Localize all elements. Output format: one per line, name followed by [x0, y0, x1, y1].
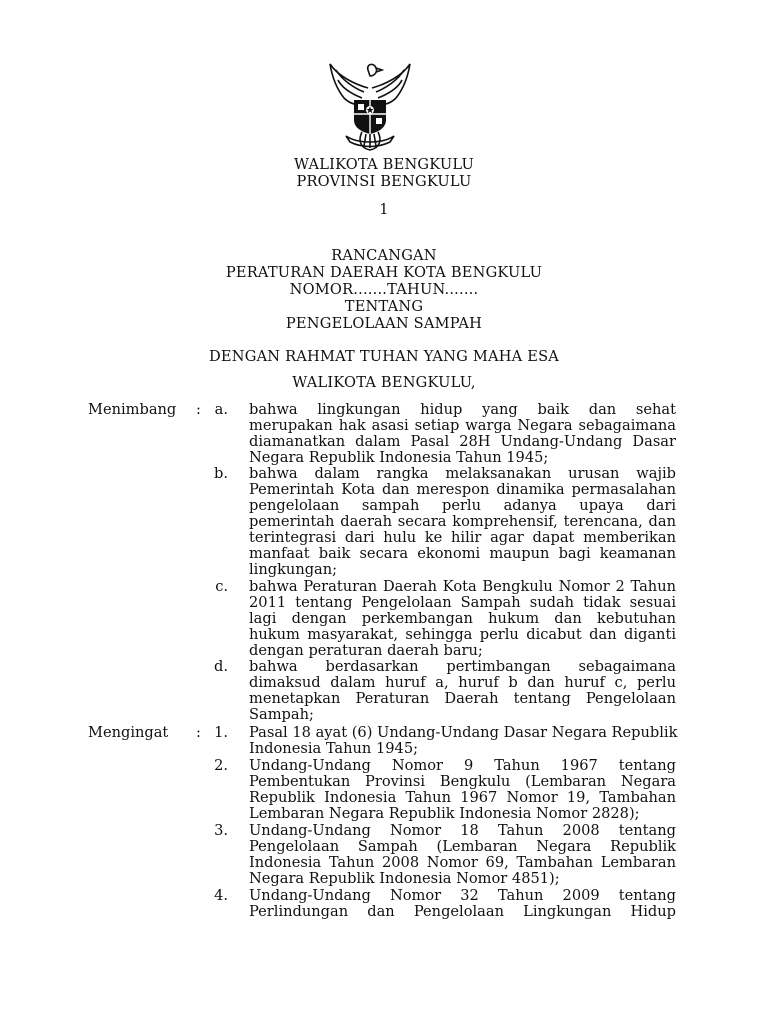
text-line: menetapkan Peraturan Daerah tentang Pengelolaan: [249, 690, 676, 707]
mengingat-item-4: [249, 888, 676, 920]
text-line: Pembentukan Provinsi Bengkulu (Lembaran Negara: [249, 773, 676, 790]
text-line: manfaat baik secara ekonomi maupun bagi keamanan: [249, 545, 676, 562]
text-line: 2011 tentang Pengelolaan Sampah sudah tidak sesuai: [249, 594, 676, 611]
mengingat-marker-2: 2.: [214, 757, 228, 774]
menimbang-item-b: [249, 466, 676, 578]
text-line: Negara Republik Indonesia Nomor 4851);: [249, 870, 560, 887]
text-line: dimaksud dalam huruf a, huruf b dan huruf c, perlu: [249, 674, 676, 691]
menimbang-marker-d: d.: [214, 658, 228, 675]
blessing-text: DENGAN RAHMAT TUHAN YANG MAHA ESA: [208, 348, 560, 365]
authority-line: [0, 374, 768, 391]
page-number: [0, 201, 768, 218]
title-line-1: RANCANGAN: [331, 247, 437, 264]
text-line: dengan peraturan daerah baru;: [249, 642, 483, 659]
text-line: Undang-Undang Nomor 32 Tahun 2009 tentang: [249, 887, 676, 904]
menimbang-label: Menimbang: [88, 401, 177, 418]
text-line: terintegrasi dari hulu ke hilir agar dapat memberikan: [249, 529, 676, 546]
text-line: lagi dengan perkembangan hukum dan kebutuhan: [249, 610, 676, 627]
text-line: Pemerintah Kota dan merespon dinamika permasalahan: [249, 481, 676, 498]
title-block: [0, 247, 768, 332]
text-line: Indonesia Tahun 2008 Nomor 69, Tambahan Lembaran: [249, 854, 676, 871]
mengingat-item-2: [249, 758, 676, 822]
text-line: bahwa dalam rangka melaksanakan urusan wajib: [249, 465, 676, 482]
text-line: lingkungan;: [249, 561, 338, 578]
header-line-1: WALIKOTA BENGKULU: [294, 156, 474, 173]
text-line: Negara Republik Indonesia Tahun 1945;: [249, 449, 549, 466]
menimbang-marker-a: a.: [214, 401, 228, 418]
text-line: bahwa lingkungan hidup yang baik dan sehat: [249, 401, 676, 418]
text-line: hukum masyarakat, sehingga perlu dicabut dan diganti: [249, 626, 676, 643]
mengingat-item-1: [249, 725, 676, 757]
text-line: Perlindungan dan Pengelolaan Lingkungan Hidup: [249, 903, 676, 920]
page-number-text: 1: [379, 201, 389, 218]
title-line-4: TENTANG: [344, 298, 424, 315]
blessing-line: [0, 348, 768, 365]
menimbang-colon: :: [196, 401, 201, 418]
title-line-3: NOMOR.......TAHUN.......: [289, 281, 479, 298]
text-line: Pengelolaan Sampah (Lembaran Negara Republik: [249, 838, 676, 855]
text-line: Republik Indonesia Tahun 1967 Nomor 19, Tambahan: [249, 789, 676, 806]
text-line: Indonesia Tahun 1945;: [249, 740, 419, 757]
text-line: Pasal 18 ayat (6) Undang-Undang Dasar Negara Republik: [249, 724, 678, 741]
text-line: Undang-Undang Nomor 9 Tahun 1967 tentang: [249, 757, 676, 774]
mengingat-marker-1: 1.: [214, 724, 228, 741]
authority-text: WALIKOTA BENGKULU,: [292, 374, 476, 391]
title-line-2: PERATURAN DAERAH KOTA BENGKULU: [225, 264, 543, 281]
mengingat-marker-3: 3.: [214, 822, 228, 839]
mengingat-marker-4: 4.: [214, 887, 228, 904]
menimbang-marker-b: b.: [214, 465, 228, 482]
mengingat-label: Mengingat: [88, 724, 169, 741]
menimbang-marker-c: c.: [215, 578, 228, 595]
garuda-emblem-icon: [324, 58, 416, 154]
title-line-5: PENGELOLAAN SAMPAH: [285, 315, 483, 332]
text-line: bahwa Peraturan Daerah Kota Bengkulu Nomor 2 Tahun: [249, 578, 676, 595]
mengingat-colon: :: [196, 724, 201, 741]
mengingat-item-3: [249, 823, 676, 887]
text-line: Undang-Undang Nomor 18 Tahun 2008 tentang: [249, 822, 676, 839]
header-line-2: PROVINSI BENGKULU: [296, 173, 472, 190]
text-line: merupakan hak asasi setiap warga Negara sebagaimana: [249, 417, 676, 434]
menimbang-item-d: [249, 659, 676, 723]
text-line: Lembaran Negara Republik Indonesia Nomor 2828);: [249, 805, 640, 822]
text-line: diamanatkan dalam Pasal 28H Undang-Undang Dasar: [249, 433, 676, 450]
menimbang-item-c: [249, 579, 676, 659]
text-line: bahwa berdasarkan pertimbangan sebagaimana: [249, 658, 676, 675]
text-line: pemerintah daerah secara komprehensif, terencana, dan: [249, 513, 676, 530]
menimbang-item-a: [249, 402, 676, 466]
text-line: Sampah;: [249, 706, 314, 723]
text-line: pengelolaan sampah perlu adanya upaya dari: [249, 497, 676, 514]
header-block: [0, 156, 768, 190]
